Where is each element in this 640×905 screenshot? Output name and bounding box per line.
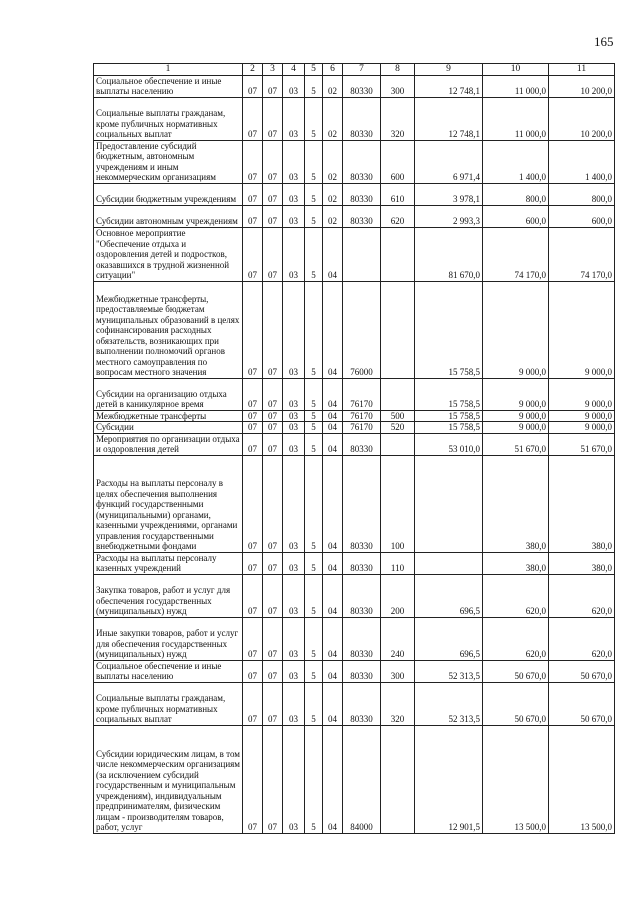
row-name-cell: Закупка товаров, работ и услуг для обеспечения государственных (муниципальных) нужд — [94, 574, 243, 617]
expense-type-cell: 200 — [381, 574, 415, 617]
expense-type-cell — [381, 725, 415, 833]
table-row — [94, 227, 615, 281]
amount-year3-cell: 9 000,0 — [549, 422, 615, 434]
program-code-cell: 03 — [283, 574, 305, 617]
amount-year2-cell: 1 400,0 — [483, 140, 549, 183]
activity-code-cell: 02 — [323, 75, 343, 97]
amount-year2-cell: 620,0 — [483, 574, 549, 617]
direction-code-cell: 80330 — [343, 97, 381, 140]
subsection-code-cell: 07 — [263, 552, 283, 574]
direction-code-cell: 80330 — [343, 552, 381, 574]
subsection-code-cell: 07 — [263, 455, 283, 552]
subprogram-code-cell: 5 — [305, 574, 323, 617]
amount-year1-cell: 15 758,5 — [415, 410, 483, 422]
section-code-cell: 07 — [243, 682, 263, 725]
row-name-cell: Расходы на выплаты персоналу в целях обеспечения выполнения функций государственными (муниципальными) органами, казенными учреждениями, органами управления государственными внебюджетными фондами — [94, 455, 243, 552]
direction-code-cell: 80330 — [343, 433, 381, 455]
row-name-cell: Мероприятия по организации отдыха и оздоровления детей — [94, 433, 243, 455]
amount-year3-cell: 51 670,0 — [549, 433, 615, 455]
subprogram-code-cell: 5 — [305, 552, 323, 574]
section-code-cell: 07 — [243, 725, 263, 833]
amount-year3-cell: 10 200,0 — [549, 75, 615, 97]
activity-code-cell: 04 — [323, 552, 343, 574]
activity-code-cell: 04 — [323, 227, 343, 281]
subsection-code-cell: 07 — [263, 227, 283, 281]
direction-code-cell — [343, 227, 381, 281]
activity-code-cell: 04 — [323, 378, 343, 410]
amount-year2-cell: 13 500,0 — [483, 725, 549, 833]
program-code-cell: 03 — [283, 433, 305, 455]
subprogram-code-cell: 5 — [305, 227, 323, 281]
amount-year3-cell: 13 500,0 — [549, 725, 615, 833]
direction-code-cell: 80330 — [343, 205, 381, 227]
table-row — [94, 660, 615, 682]
program-code-cell: 03 — [283, 455, 305, 552]
amount-year1-cell: 52 313,5 — [415, 682, 483, 725]
subsection-code-cell: 07 — [263, 574, 283, 617]
section-code-cell: 07 — [243, 281, 263, 378]
expense-type-cell: 620 — [381, 205, 415, 227]
amount-year2-cell: 380,0 — [483, 552, 549, 574]
activity-code-cell: 04 — [323, 660, 343, 682]
program-code-cell: 03 — [283, 97, 305, 140]
subprogram-code-cell: 5 — [305, 660, 323, 682]
direction-code-cell: 80330 — [343, 183, 381, 205]
amount-year1-cell — [415, 455, 483, 552]
amount-year1-cell: 12 748,1 — [415, 75, 483, 97]
row-name-cell: Субсидии на организацию отдыха детей в каникулярное время — [94, 378, 243, 410]
table-row — [94, 682, 615, 725]
row-name-cell: Социальные выплаты гражданам, кроме публичных нормативных социальных выплат — [94, 682, 243, 725]
activity-code-cell: 04 — [323, 617, 343, 660]
amount-year3-cell: 600,0 — [549, 205, 615, 227]
table-row — [94, 205, 615, 227]
expense-type-cell — [381, 378, 415, 410]
amount-year1-cell: 696,5 — [415, 617, 483, 660]
activity-code-cell: 02 — [323, 205, 343, 227]
direction-code-cell: 76170 — [343, 410, 381, 422]
amount-year1-cell: 2 993,3 — [415, 205, 483, 227]
amount-year3-cell: 74 170,0 — [549, 227, 615, 281]
amount-year3-cell: 620,0 — [549, 574, 615, 617]
column-header: 10 — [483, 64, 549, 76]
subsection-code-cell: 07 — [263, 75, 283, 97]
subprogram-code-cell: 5 — [305, 205, 323, 227]
amount-year3-cell: 10 200,0 — [549, 97, 615, 140]
amount-year1-cell — [415, 552, 483, 574]
expense-type-cell: 110 — [381, 552, 415, 574]
subprogram-code-cell: 5 — [305, 725, 323, 833]
column-header: 3 — [263, 64, 283, 76]
subprogram-code-cell: 5 — [305, 281, 323, 378]
table-row — [94, 97, 615, 140]
amount-year3-cell: 800,0 — [549, 183, 615, 205]
direction-code-cell: 80330 — [343, 682, 381, 725]
program-code-cell: 03 — [283, 140, 305, 183]
subprogram-code-cell: 5 — [305, 410, 323, 422]
subsection-code-cell: 07 — [263, 660, 283, 682]
column-header: 8 — [381, 64, 415, 76]
amount-year2-cell: 51 670,0 — [483, 433, 549, 455]
direction-code-cell: 76000 — [343, 281, 381, 378]
program-code-cell: 03 — [283, 227, 305, 281]
amount-year3-cell: 1 400,0 — [549, 140, 615, 183]
amount-year3-cell: 380,0 — [549, 552, 615, 574]
column-header: 7 — [343, 64, 381, 76]
amount-year1-cell: 12 901,5 — [415, 725, 483, 833]
column-header: 4 — [283, 64, 305, 76]
section-code-cell: 07 — [243, 552, 263, 574]
amount-year2-cell: 11 000,0 — [483, 97, 549, 140]
amount-year1-cell: 81 670,0 — [415, 227, 483, 281]
budget-table — [93, 63, 615, 834]
column-header: 9 — [415, 64, 483, 76]
program-code-cell: 03 — [283, 617, 305, 660]
expense-type-cell: 100 — [381, 455, 415, 552]
direction-code-cell: 80330 — [343, 660, 381, 682]
table-row — [94, 410, 615, 422]
expense-type-cell — [381, 227, 415, 281]
expense-type-cell: 240 — [381, 617, 415, 660]
amount-year1-cell: 52 313,5 — [415, 660, 483, 682]
row-name-cell: Субсидии бюджетным учреждениям — [94, 183, 243, 205]
subsection-code-cell: 07 — [263, 682, 283, 725]
table-row — [94, 140, 615, 183]
amount-year2-cell: 11 000,0 — [483, 75, 549, 97]
program-code-cell: 03 — [283, 75, 305, 97]
direction-code-cell: 76170 — [343, 378, 381, 410]
amount-year2-cell: 800,0 — [483, 183, 549, 205]
program-code-cell: 03 — [283, 378, 305, 410]
direction-code-cell: 80330 — [343, 75, 381, 97]
amount-year1-cell: 53 010,0 — [415, 433, 483, 455]
activity-code-cell: 04 — [323, 433, 343, 455]
amount-year2-cell: 9 000,0 — [483, 281, 549, 378]
amount-year2-cell: 9 000,0 — [483, 410, 549, 422]
program-code-cell: 03 — [283, 422, 305, 434]
amount-year1-cell: 696,5 — [415, 574, 483, 617]
row-name-cell: Иные закупки товаров, работ и услуг для обеспечения государственных (муниципальных) нужд — [94, 617, 243, 660]
table-row — [94, 281, 615, 378]
direction-code-cell: 76170 — [343, 422, 381, 434]
section-code-cell: 07 — [243, 660, 263, 682]
expense-type-cell: 300 — [381, 75, 415, 97]
expense-type-cell: 300 — [381, 660, 415, 682]
amount-year2-cell: 380,0 — [483, 455, 549, 552]
amount-year1-cell: 15 758,5 — [415, 378, 483, 410]
section-code-cell: 07 — [243, 422, 263, 434]
amount-year2-cell: 620,0 — [483, 617, 549, 660]
column-header: 2 — [243, 64, 263, 76]
row-name-cell: Субсидии юридическим лицам, в том числе некоммерческим организациям (за исключением субсидий государственным и муниципальным учреждениям), индивидуальным предпринимателям, физическим лицам - производителям товаров, работ, услуг — [94, 725, 243, 833]
subprogram-code-cell: 5 — [305, 378, 323, 410]
program-code-cell: 03 — [283, 682, 305, 725]
subsection-code-cell: 07 — [263, 617, 283, 660]
row-name-cell: Социальные выплаты гражданам, кроме публичных нормативных социальных выплат — [94, 97, 243, 140]
table-body — [94, 75, 615, 833]
amount-year3-cell: 9 000,0 — [549, 281, 615, 378]
program-code-cell: 03 — [283, 410, 305, 422]
amount-year3-cell: 50 670,0 — [549, 682, 615, 725]
direction-code-cell: 80330 — [343, 617, 381, 660]
section-code-cell: 07 — [243, 227, 263, 281]
amount-year1-cell: 12 748,1 — [415, 97, 483, 140]
subprogram-code-cell: 5 — [305, 617, 323, 660]
header-row — [94, 64, 615, 76]
subprogram-code-cell: 5 — [305, 97, 323, 140]
subsection-code-cell: 07 — [263, 205, 283, 227]
program-code-cell: 03 — [283, 183, 305, 205]
direction-code-cell: 80330 — [343, 455, 381, 552]
subprogram-code-cell: 5 — [305, 75, 323, 97]
section-code-cell: 07 — [243, 183, 263, 205]
amount-year1-cell: 3 978,1 — [415, 183, 483, 205]
program-code-cell: 03 — [283, 205, 305, 227]
row-name-cell: Субсидии — [94, 422, 243, 434]
section-code-cell: 07 — [243, 617, 263, 660]
subprogram-code-cell: 5 — [305, 682, 323, 725]
amount-year3-cell: 620,0 — [549, 617, 615, 660]
column-header: 1 — [94, 64, 243, 76]
section-code-cell: 07 — [243, 574, 263, 617]
direction-code-cell: 80330 — [343, 140, 381, 183]
direction-code-cell: 84000 — [343, 725, 381, 833]
expense-type-cell — [381, 281, 415, 378]
row-name-cell: Основное мероприятие "Обеспечение отдыха и оздоровления детей и подростков, оказавшихся в трудной жизненной ситуации" — [94, 227, 243, 281]
subprogram-code-cell: 5 — [305, 183, 323, 205]
activity-code-cell: 02 — [323, 183, 343, 205]
row-name-cell: Межбюджетные трансферты, предоставляемые бюджетам муниципальных образований в целях софинансирования расходных обязательств, возникающих при выполнении полномочий органов местного самоуправления по вопросам местного значения — [94, 281, 243, 378]
activity-code-cell: 04 — [323, 725, 343, 833]
amount-year2-cell: 9 000,0 — [483, 422, 549, 434]
row-name-cell: Субсидии автономным учреждениям — [94, 205, 243, 227]
activity-code-cell: 02 — [323, 97, 343, 140]
page-number: 165 — [594, 34, 614, 49]
subsection-code-cell: 07 — [263, 183, 283, 205]
expense-type-cell: 320 — [381, 97, 415, 140]
expense-type-cell: 610 — [381, 183, 415, 205]
section-code-cell: 07 — [243, 97, 263, 140]
amount-year2-cell: 74 170,0 — [483, 227, 549, 281]
table-row — [94, 378, 615, 410]
activity-code-cell: 04 — [323, 410, 343, 422]
expense-type-cell: 520 — [381, 422, 415, 434]
table-row — [94, 552, 615, 574]
column-header: 11 — [549, 64, 615, 76]
subsection-code-cell: 07 — [263, 410, 283, 422]
activity-code-cell: 02 — [323, 140, 343, 183]
amount-year2-cell: 9 000,0 — [483, 378, 549, 410]
row-name-cell: Социальное обеспечение и иные выплаты населению — [94, 75, 243, 97]
row-name-cell: Предоставление субсидий бюджетным, автономным учреждениям и иным некоммерческим организациям — [94, 140, 243, 183]
activity-code-cell: 04 — [323, 422, 343, 434]
row-name-cell: Межбюджетные трансферты — [94, 410, 243, 422]
section-code-cell: 07 — [243, 205, 263, 227]
expense-type-cell: 320 — [381, 682, 415, 725]
section-code-cell: 07 — [243, 410, 263, 422]
subsection-code-cell: 07 — [263, 725, 283, 833]
column-header: 6 — [323, 64, 343, 76]
row-name-cell: Социальное обеспечение и иные выплаты населению — [94, 660, 243, 682]
subprogram-code-cell: 5 — [305, 422, 323, 434]
section-code-cell: 07 — [243, 378, 263, 410]
section-code-cell: 07 — [243, 140, 263, 183]
column-header: 5 — [305, 64, 323, 76]
subsection-code-cell: 07 — [263, 422, 283, 434]
amount-year3-cell: 380,0 — [549, 455, 615, 552]
table-row — [94, 75, 615, 97]
amount-year3-cell: 9 000,0 — [549, 378, 615, 410]
activity-code-cell: 04 — [323, 281, 343, 378]
amount-year1-cell: 15 758,5 — [415, 281, 483, 378]
subsection-code-cell: 07 — [263, 433, 283, 455]
direction-code-cell: 80330 — [343, 574, 381, 617]
section-code-cell: 07 — [243, 433, 263, 455]
row-name-cell: Расходы на выплаты персоналу казенных учреждений — [94, 552, 243, 574]
subsection-code-cell: 07 — [263, 97, 283, 140]
subprogram-code-cell: 5 — [305, 433, 323, 455]
expense-type-cell — [381, 433, 415, 455]
program-code-cell: 03 — [283, 281, 305, 378]
expense-type-cell: 600 — [381, 140, 415, 183]
table-row — [94, 725, 615, 833]
subsection-code-cell: 07 — [263, 378, 283, 410]
amount-year1-cell: 15 758,5 — [415, 422, 483, 434]
activity-code-cell: 04 — [323, 455, 343, 552]
subsection-code-cell: 07 — [263, 281, 283, 378]
amount-year3-cell: 9 000,0 — [549, 410, 615, 422]
table-row — [94, 617, 615, 660]
amount-year1-cell: 6 971,4 — [415, 140, 483, 183]
amount-year3-cell: 50 670,0 — [549, 660, 615, 682]
table-row — [94, 574, 615, 617]
table-row — [94, 422, 615, 434]
subsection-code-cell: 07 — [263, 140, 283, 183]
activity-code-cell: 04 — [323, 682, 343, 725]
amount-year2-cell: 50 670,0 — [483, 682, 549, 725]
program-code-cell: 03 — [283, 660, 305, 682]
program-code-cell: 03 — [283, 725, 305, 833]
expense-type-cell: 500 — [381, 410, 415, 422]
program-code-cell: 03 — [283, 552, 305, 574]
section-code-cell: 07 — [243, 455, 263, 552]
amount-year2-cell: 50 670,0 — [483, 660, 549, 682]
subprogram-code-cell: 5 — [305, 455, 323, 552]
table-row — [94, 433, 615, 455]
table-row — [94, 455, 615, 552]
table-row — [94, 183, 615, 205]
section-code-cell: 07 — [243, 75, 263, 97]
subprogram-code-cell: 5 — [305, 140, 323, 183]
activity-code-cell: 04 — [323, 574, 343, 617]
amount-year2-cell: 600,0 — [483, 205, 549, 227]
